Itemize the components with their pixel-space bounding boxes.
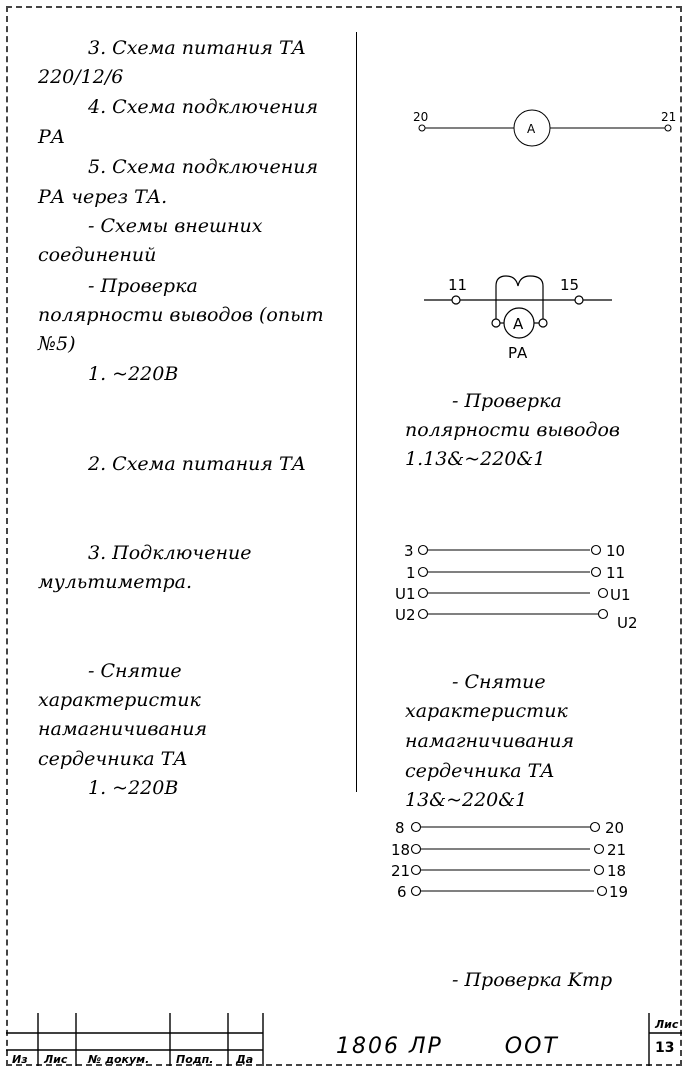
polarity-heading: полярности выводов — [405, 419, 620, 441]
terminal-label: 8 — [395, 819, 405, 837]
left-line: №5) — [38, 333, 76, 355]
left-line: 3. Схема питания ТА — [88, 37, 307, 59]
terminal-label: U2 — [395, 606, 416, 624]
terminal-icon — [665, 125, 671, 131]
left-line: 1. ~220В — [88, 363, 179, 385]
terminal-block-1 — [419, 546, 608, 619]
terminal-label: U1 — [610, 586, 631, 604]
terminal-label: 11 — [448, 276, 468, 294]
terminal-label: 18 — [607, 862, 627, 880]
terminal-label: 19 — [609, 883, 629, 901]
col-label: Подп. — [176, 1053, 214, 1066]
left-line: РА — [38, 126, 66, 148]
terminal-label: 20 — [413, 110, 429, 124]
left-line: 3. Подключение — [88, 542, 252, 564]
left-line: - Проверка — [88, 275, 198, 297]
sheet-label: Лис — [655, 1018, 679, 1031]
left-line: 2. Схема питания ТА — [88, 453, 307, 475]
terminal-label: 21 — [607, 841, 627, 859]
left-line: полярности выводов (опыт — [38, 304, 324, 326]
terminal-label: U1 — [395, 585, 416, 603]
left-line: 1. ~220В — [88, 777, 179, 799]
terminal-label: 21 — [391, 862, 411, 880]
magnet-heading: - Снятие — [452, 671, 546, 693]
left-line: РА через ТА. — [38, 186, 168, 208]
terminal-label: 10 — [606, 542, 626, 560]
col-label: Да — [236, 1053, 254, 1066]
col-label: Лис — [44, 1053, 68, 1066]
terminal-label: 21 — [661, 110, 677, 124]
polarity-heading: - Проверка — [452, 390, 562, 412]
terminal-label: U2 — [617, 614, 638, 632]
left-line: характеристик — [38, 689, 201, 711]
left-line: соединений — [38, 244, 157, 266]
terminal-icon — [575, 296, 583, 304]
col-label: Из — [12, 1053, 28, 1066]
left-line: - Снятие — [88, 660, 182, 682]
terminal-icon — [452, 296, 460, 304]
left-line: 220/12/6 — [38, 66, 124, 88]
left-line: мультиметра. — [38, 571, 193, 593]
polarity-heading: 1.13&~220&1 — [405, 448, 546, 470]
terminal-label: 18 — [391, 841, 411, 859]
magnet-heading: сердечника ТА — [405, 760, 555, 782]
terminal-label: 15 — [560, 276, 580, 294]
terminal-label: 6 — [397, 883, 407, 901]
ammeter-diagram — [419, 110, 671, 146]
magnet-heading: намагничивания — [405, 730, 575, 752]
left-line: 5. Схема подключения — [88, 156, 319, 178]
meter-label: A — [527, 122, 536, 136]
ktr-heading: - Проверка Kтр — [452, 969, 613, 991]
left-line: намагничивания — [38, 718, 208, 740]
magnet-heading: 13&~220&1 — [405, 789, 528, 811]
left-line: сердечника ТА — [38, 748, 188, 770]
left-line: - Схемы внешних — [88, 215, 263, 237]
terminal-block-2 — [412, 823, 607, 896]
document-code: 1806 ЛР ООТ — [336, 1034, 559, 1059]
magnet-heading: характеристик — [405, 700, 568, 722]
terminal-label: 11 — [606, 564, 626, 582]
left-line: 4. Схема подключения — [88, 96, 319, 118]
terminal-label: 1 — [406, 564, 416, 582]
diagram-caption: РА — [508, 344, 528, 362]
terminal-label: 3 — [404, 542, 414, 560]
meter-label: A — [513, 315, 524, 333]
col-label: № докум. — [88, 1053, 150, 1066]
sheet-number: 13 — [655, 1040, 675, 1056]
terminal-icon — [419, 125, 425, 131]
terminal-label: 20 — [605, 819, 625, 837]
